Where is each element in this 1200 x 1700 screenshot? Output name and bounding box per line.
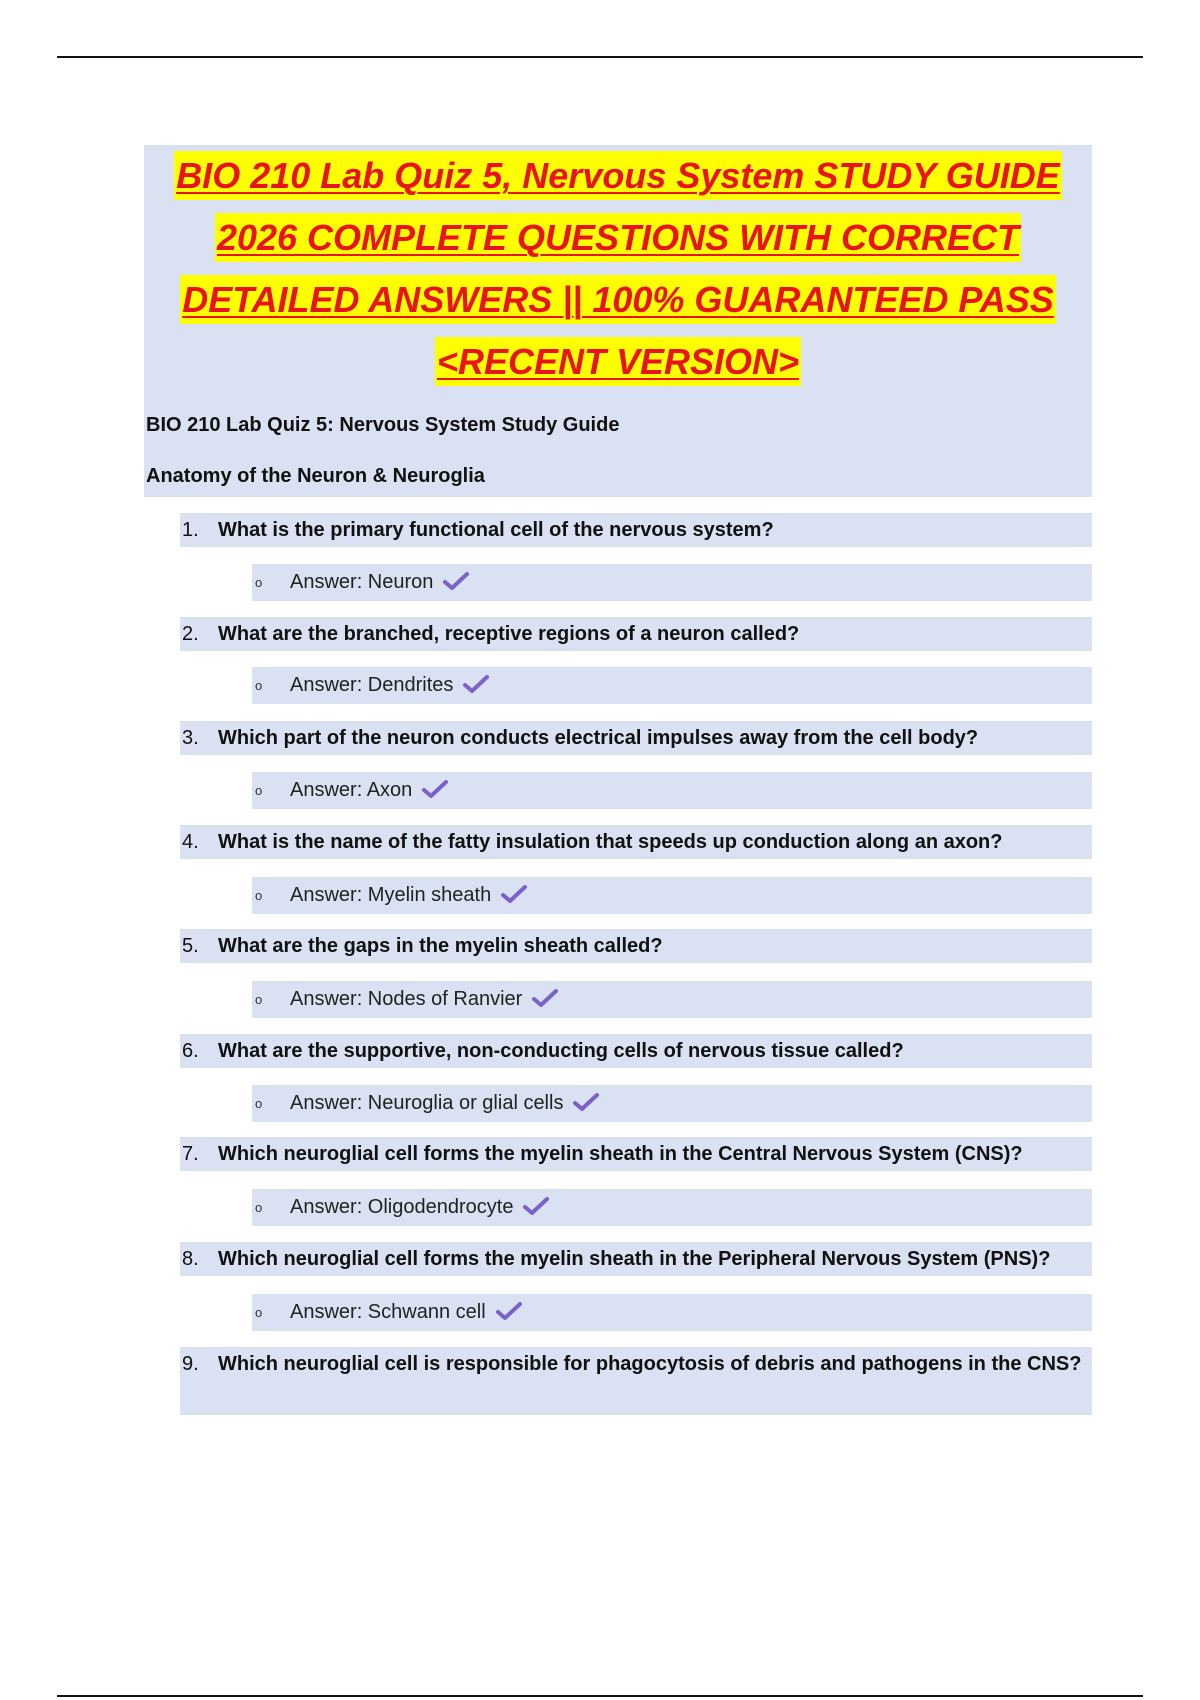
answer-text-wrap — [290, 772, 448, 809]
answer-text: Answer: Oligodendrocyte — [290, 1196, 514, 1218]
check-icon — [523, 1196, 549, 1216]
answer-row — [252, 667, 1092, 704]
question-row — [180, 1347, 1092, 1415]
bullet-icon: o — [255, 1200, 263, 1215]
question-row — [180, 1137, 1092, 1171]
answer-row — [252, 772, 1092, 809]
answer-row — [252, 1189, 1092, 1226]
question-text: Which part of the neuron conducts electrical impulses away from the cell body? — [218, 727, 979, 749]
answer-row — [252, 981, 1092, 1018]
question-row — [180, 721, 1092, 755]
answer-text-wrap — [290, 1294, 522, 1331]
answer-text: Answer: Neuron — [290, 571, 434, 593]
title-line-4: <RECENT VERSION> — [435, 337, 801, 386]
question-text: What is the primary functional cell of the nervous system? — [218, 519, 774, 541]
document-subtitle: BIO 210 Lab Quiz 5: Nervous System Study Guide — [146, 414, 620, 436]
question-row — [180, 617, 1092, 651]
section-heading: Anatomy of the Neuron & Neuroglia — [146, 465, 485, 487]
answer-text-wrap — [290, 667, 489, 704]
question-text: Which neuroglial cell forms the myelin sheath in the Central Nervous System (CNS)? — [218, 1143, 1023, 1165]
question-text: What are the gaps in the myelin sheath called? — [218, 935, 663, 957]
bottom-rule — [57, 1695, 1143, 1697]
title-line-1: BIO 210 Lab Quiz 5, Nervous System STUDY GUIDE — [174, 151, 1062, 200]
answer-text-wrap — [290, 877, 527, 914]
bullet-icon: o — [255, 992, 263, 1007]
answer-text-wrap — [290, 1189, 549, 1226]
question-text: What are the branched, receptive regions of a neuron called? — [218, 623, 800, 645]
question-number: 7. — [182, 1143, 199, 1165]
question-number: 2. — [182, 623, 199, 645]
check-icon — [532, 988, 558, 1008]
answer-text: Answer: Dendrites — [290, 674, 454, 696]
check-icon — [443, 571, 469, 591]
question-number: 6. — [182, 1040, 199, 1062]
answer-row — [252, 1294, 1092, 1331]
question-row — [180, 513, 1092, 547]
answer-text: Answer: Nodes of Ranvier — [290, 988, 523, 1010]
question-number: 5. — [182, 935, 199, 957]
question-text: What are the supportive, non-conducting cells of nervous tissue called? — [218, 1040, 904, 1062]
answer-row — [252, 564, 1092, 601]
question-row — [180, 825, 1092, 859]
check-icon — [422, 779, 448, 799]
question-text: Which neuroglial cell forms the myelin sheath in the Peripheral Nervous System (PNS)? — [218, 1248, 1051, 1270]
answer-text-wrap — [290, 564, 469, 601]
question-number: 1. — [182, 519, 199, 541]
answer-text: Answer: Axon — [290, 779, 413, 801]
answer-text: Answer: Schwann cell — [290, 1301, 486, 1323]
bullet-icon: o — [255, 1096, 263, 1111]
answer-text: Answer: Neuroglia or glial cells — [290, 1092, 564, 1114]
answer-text: Answer: Myelin sheath — [290, 884, 492, 906]
title-line-3: DETAILED ANSWERS || 100% GUARANTEED PASS — [180, 275, 1056, 324]
document-title — [144, 145, 1092, 393]
answer-text-wrap — [290, 1085, 599, 1122]
question-number: 8. — [182, 1248, 199, 1270]
question-row — [180, 1242, 1092, 1276]
bullet-icon: o — [255, 1305, 263, 1320]
answer-row — [252, 1085, 1092, 1122]
question-row — [180, 1034, 1092, 1068]
question-row — [180, 929, 1092, 963]
top-rule — [57, 56, 1143, 58]
check-icon — [501, 884, 527, 904]
title-line-2: 2026 COMPLETE QUESTIONS WITH CORRECT — [215, 213, 1021, 262]
answer-text-wrap — [290, 981, 558, 1018]
bullet-icon: o — [255, 888, 263, 903]
question-text: What is the name of the fatty insulation that speeds up conduction along an axon? — [218, 831, 1003, 853]
bullet-icon: o — [255, 575, 263, 590]
question-number: 3. — [182, 727, 199, 749]
question-number: 4. — [182, 831, 199, 853]
question-number: 9. — [182, 1353, 199, 1375]
check-icon — [463, 674, 489, 694]
answer-row — [252, 877, 1092, 914]
bullet-icon: o — [255, 678, 263, 693]
bullet-icon: o — [255, 783, 263, 798]
check-icon — [496, 1301, 522, 1321]
check-icon — [573, 1092, 599, 1112]
question-text: Which neuroglial cell is responsible for phagocytosis of debris and pathogens in the CNS? — [218, 1353, 1082, 1375]
